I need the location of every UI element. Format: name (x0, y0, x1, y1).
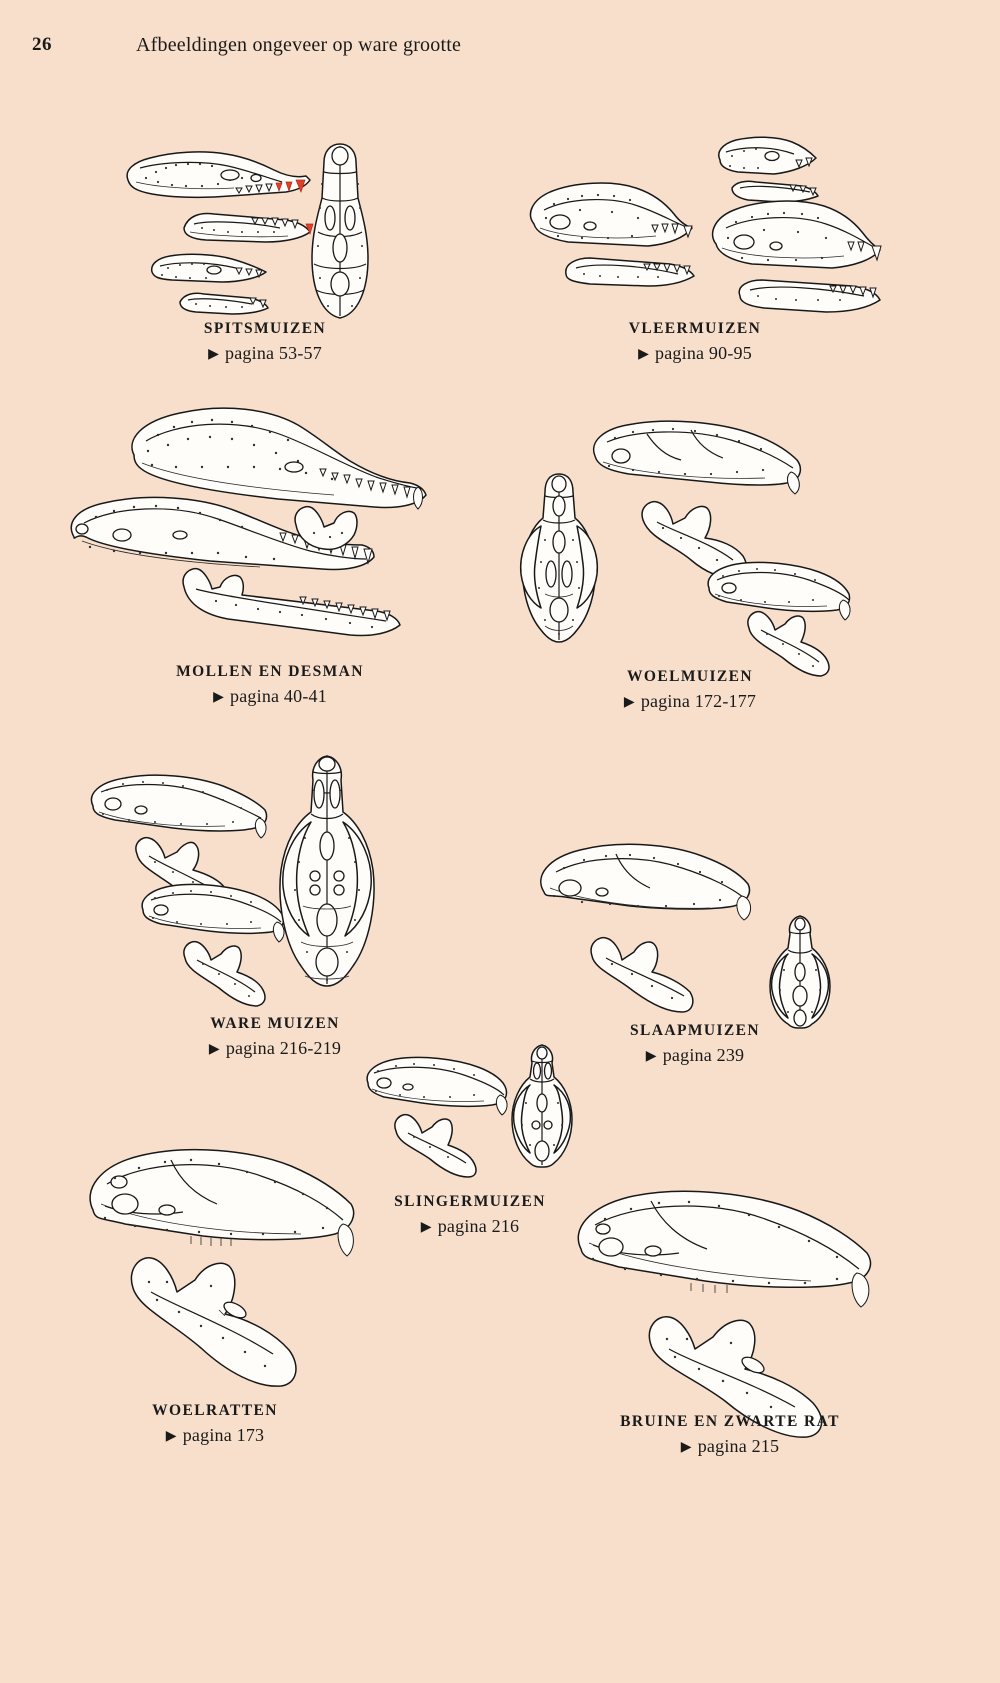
triangle-marker-icon: ▶ (208, 347, 220, 362)
triangle-marker-icon: ▶ (680, 1440, 692, 1455)
group-mollen-en-desman (60, 405, 480, 735)
caption-reference-text: pagina 215 (697, 1436, 780, 1456)
page-title: Afbeeldingen ongeveer op ware grootte (136, 34, 462, 56)
bat-skulls-illustration (510, 120, 890, 320)
caption-mollen-en-desman (100, 663, 440, 707)
caption-reference-text: pagina 239 (662, 1045, 745, 1065)
group-ware-muizen (75, 750, 455, 1080)
triangle-marker-icon: ▶ (213, 690, 225, 705)
shrew-skulls-illustration (110, 120, 410, 320)
triangle-marker-icon: ▶ (208, 1042, 220, 1057)
caption-title: MOLLEN EN DESMAN (176, 663, 364, 680)
brown-and-black-rat-skull-illustration (565, 1185, 895, 1415)
caption-reference-text: pagina 173 (182, 1425, 265, 1445)
triangle-marker-icon: ▶ (638, 347, 650, 362)
caption-reference-text: pagina 172-177 (640, 691, 757, 711)
group-vleermuizen (510, 120, 890, 380)
caption-title: VLEERMUIZEN (628, 320, 762, 337)
mole-and-desman-skulls-illustration (60, 405, 480, 665)
caption-reference (55, 1425, 375, 1446)
caption-vleermuizen (540, 320, 850, 364)
caption-reference (560, 1436, 900, 1457)
triangle-marker-icon: ▶ (165, 1429, 177, 1444)
caption-title: SLAAPMUIZEN (630, 1022, 760, 1039)
caption-reference-text: pagina 40-41 (230, 686, 327, 706)
harvest-mouse-skulls-illustration (360, 1055, 600, 1185)
caption-woelmuizen (535, 668, 845, 712)
caption-title: SLINGERMUIZEN (394, 1193, 546, 1210)
caption-reference (540, 343, 850, 364)
caption-reference-text: pagina 53-57 (225, 343, 322, 363)
caption-reference (100, 686, 440, 707)
triangle-marker-icon: ▶ (623, 695, 635, 710)
caption-woelratten (55, 1402, 375, 1446)
caption-reference (535, 691, 845, 712)
caption-title: WOELRATTEN (152, 1402, 278, 1419)
caption-ware-muizen (120, 1015, 430, 1059)
dormouse-skulls-illustration (530, 840, 870, 1030)
caption-title: SPITSMUIZEN (203, 320, 327, 337)
vole-skulls-illustration (505, 410, 855, 670)
page-header (0, 34, 1000, 64)
caption-title: WARE MUIZEN (210, 1015, 340, 1032)
group-woelratten (75, 1140, 395, 1470)
group-spitsmuizen (110, 120, 450, 380)
caption-title: BRUINE EN ZWARTE RAT (620, 1413, 840, 1430)
triangle-marker-icon: ▶ (420, 1220, 432, 1235)
triangle-marker-icon: ▶ (645, 1049, 657, 1064)
caption-title: WOELMUIZEN (627, 668, 753, 685)
group-bruine-en-zwarte-rat (565, 1185, 905, 1475)
page-number: 26 (32, 34, 52, 55)
caption-spitsmuizen (110, 320, 420, 364)
group-slaapmuizen (530, 840, 870, 1080)
caption-reference-text: pagina 216 (437, 1216, 520, 1236)
group-woelmuizen (505, 410, 855, 730)
caption-bruine-en-zwarte-rat (560, 1413, 900, 1457)
caption-reference (110, 343, 420, 364)
water-vole-skull-illustration (75, 1140, 375, 1400)
caption-reference-text: pagina 216-219 (225, 1038, 342, 1058)
caption-reference-text: pagina 90-95 (655, 343, 752, 363)
true-mice-skulls-illustration (75, 750, 455, 1020)
